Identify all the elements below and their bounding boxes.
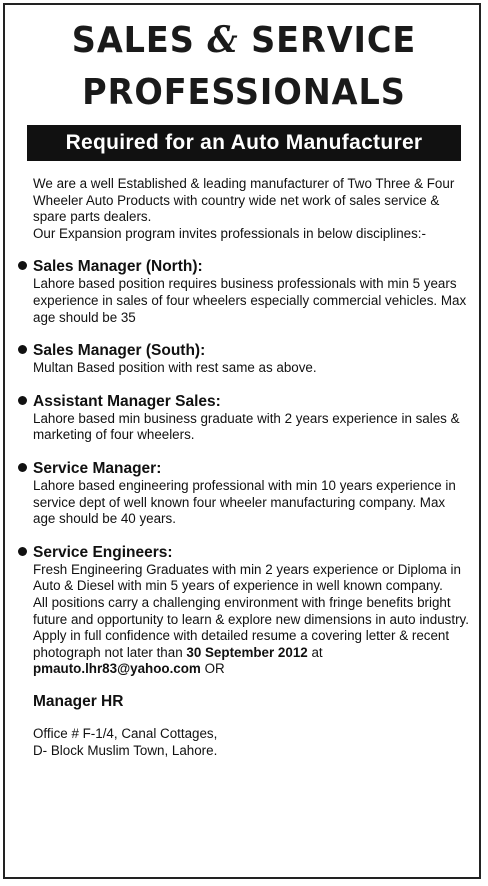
address-line-1: Office # F-1/4, Canal Cottages, [33,726,218,742]
apply-text: Apply in full confidence with detailed resume a covering letter & recent photograph not later than [33,628,450,660]
apply-deadline: 30 September 2012 [186,644,308,660]
position-title: Sales Manager (South): [33,342,206,360]
apply-instructions [33,628,471,678]
position-assistant-manager-sales [33,392,471,444]
intro-disciplines: Our Expansion program invites professionals in below disciplines:- [33,225,426,241]
bullet-icon [18,547,27,556]
ad-body [33,176,471,760]
position-title: Assistant Manager Sales: [33,392,221,410]
headline-ampersand: & [207,19,239,61]
apply-at: at [311,644,323,660]
positions-benefits: All positions carry a challenging environment with fringe benefits bright future and opportunity to learn & explore new dimensions in auto industry. [33,594,469,627]
headline-word-service: SERVICE [251,20,417,61]
headline-line-2: PROFESSIONALS [82,72,406,113]
apply-or: OR [204,661,225,677]
headline-line-1 [17,20,471,61]
headline-word-sales: SALES [71,20,195,61]
contact-address [33,726,471,759]
contact-email[interactable]: pmauto.lhr83@yahoo.com [33,661,201,677]
position-sales-manager-south [33,341,471,377]
contact-title: Manager HR [33,692,124,710]
address-line-2: D- Block Muslim Town, Lahore. [33,742,218,758]
position-description: Fresh Engineering Graduates with min 2 years experience or Diploma in Auto & Diesel with min 5 years of experience in well known company. [33,561,461,594]
bullet-icon [18,396,27,405]
bullet-icon [18,463,27,472]
position-service-manager [33,459,471,528]
position-title: Service Engineers: [33,543,173,561]
position-title: Service Manager: [33,459,162,477]
position-description: Lahore based position requires business professionals with min 5 years experience in sales of four wheelers especially commercial vehicles. Max age should be 35 [33,276,467,325]
position-description: Multan Based position with rest same as above. [33,360,317,376]
position-service-engineers [33,543,471,678]
intro-paragraph: We are a well Established & leading manufacturer of Two Three & Four Wheeler Auto Products with country wide net work of sales service & spare parts dealers. [33,176,455,225]
position-description: Lahore based min business graduate with 2 years experience in sales & marketing of four wheelers. [33,410,460,443]
position-sales-manager-north [33,257,471,326]
banner-required: Required for an Auto Manufacturer [27,125,461,161]
position-title: Sales Manager (North): [33,258,203,276]
position-description: Lahore based engineering professional with min 10 years experience in service dept of well known four wheeler manufacturing company. Max age should be 40 years. [33,477,456,527]
